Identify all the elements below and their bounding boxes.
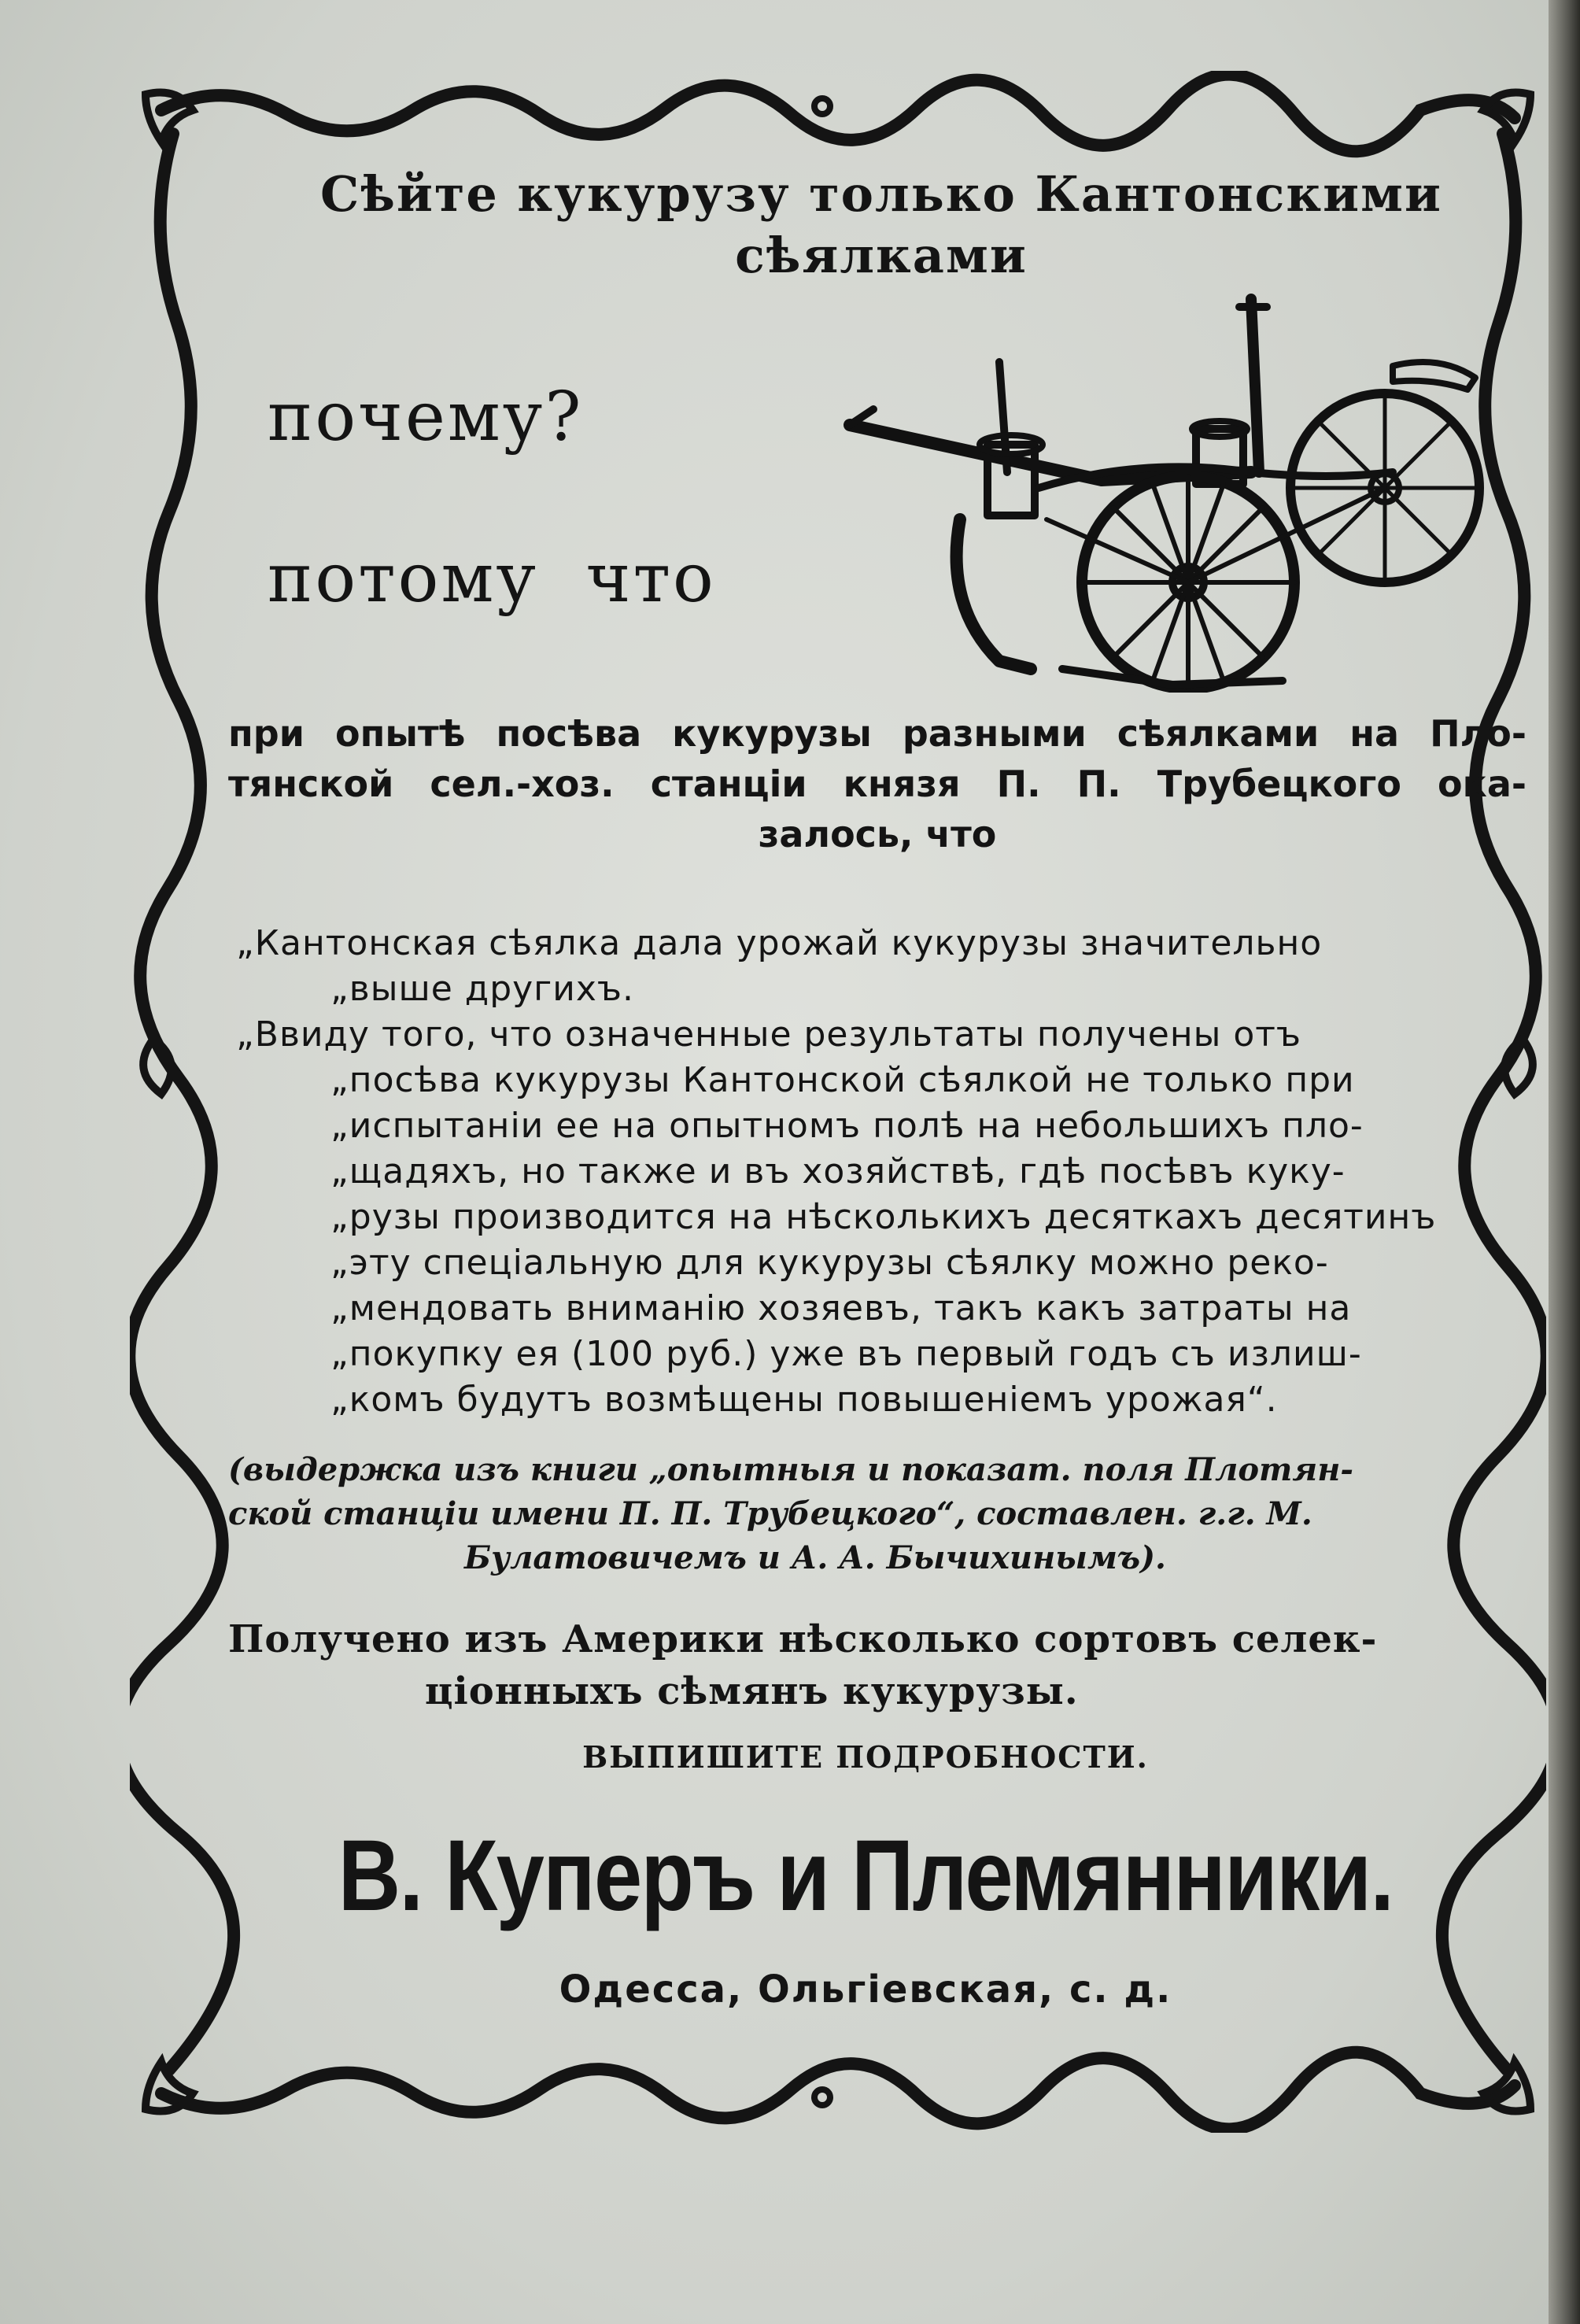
quote-line: „щадяхъ, но также и въ хозяйствѣ, гдѣ посѣвъ куку- bbox=[330, 1151, 1346, 1192]
station-quote bbox=[236, 921, 1526, 1423]
quote-line: „Ввиду того, что означенные результаты получены отъ bbox=[236, 1014, 1301, 1055]
citation-line: Булатовичемъ и А. А. Бычихинымъ). bbox=[464, 1539, 1166, 1576]
question-text: почему? bbox=[268, 378, 584, 456]
book-spine-edge bbox=[1549, 0, 1580, 2324]
quote-line: „посѣва кукурузы Кантонской сѣялкой не только при bbox=[330, 1060, 1355, 1100]
trial-intro-line: залось, что bbox=[758, 813, 997, 855]
headline-line-1: Сѣйте кукурузу только Кантонскими bbox=[320, 165, 1442, 223]
quote-line: „выше другихъ. bbox=[330, 969, 635, 1009]
quote-line: „мендовать вниманію хозяевъ, такъ какъ затраты на bbox=[330, 1288, 1352, 1328]
offer-line: ціонныхъ сѣмянъ кукурузы. bbox=[425, 1669, 1079, 1713]
answer-text: потому что bbox=[268, 539, 716, 618]
company-name: В. Куперъ и Племянники. bbox=[338, 1820, 1394, 1932]
seed-offer bbox=[228, 1613, 1526, 1717]
headline-line-2: сѣялками bbox=[735, 227, 1028, 284]
citation-line: ской станціи имени П. П. Трубецкого“, составлен. г.г. М. bbox=[228, 1495, 1312, 1532]
source-citation bbox=[228, 1448, 1526, 1580]
call-to-action: ВЫПИШИТЕ ПОДРОБНОСТИ. bbox=[582, 1739, 1149, 1775]
quote-line: „Кантонская сѣялка дала урожай кукурузы значительно bbox=[236, 923, 1323, 963]
quote-line: „покупку ея (100 руб.) уже въ первый годъ съ излиш- bbox=[330, 1334, 1362, 1374]
company-address: Одесса, Ольгіевская, с. д. bbox=[559, 1967, 1172, 2012]
quote-line: „рузы производится на нѣсколькихъ десяткахъ десятинъ bbox=[330, 1197, 1437, 1237]
offer-line: Получено изъ Америки нѣсколько сортовъ селек- bbox=[228, 1617, 1378, 1661]
corn-planter-illustration bbox=[842, 291, 1487, 693]
trial-intro-line: тянской сел.-хоз. станціи князя П. П. Трубецкого ока- bbox=[228, 763, 1526, 805]
quote-line: „эту спеціальную для кукурузы сѣялку можно реко- bbox=[330, 1243, 1329, 1283]
quote-line: „комъ будутъ возмѣщены повышеніемъ урожая“. bbox=[330, 1380, 1278, 1420]
citation-line: (выдержка изъ книги „опытныя и показат. поля Плотян- bbox=[228, 1451, 1353, 1488]
advertisement-content bbox=[197, 142, 1534, 2078]
trial-intro bbox=[228, 708, 1526, 859]
trial-intro-line: при опытѣ посѣва кукурузы разными сѣялками на Пло- bbox=[228, 712, 1526, 755]
quote-line: „испытаніи ее на опытномъ полѣ на небольшихъ пло- bbox=[330, 1106, 1364, 1146]
